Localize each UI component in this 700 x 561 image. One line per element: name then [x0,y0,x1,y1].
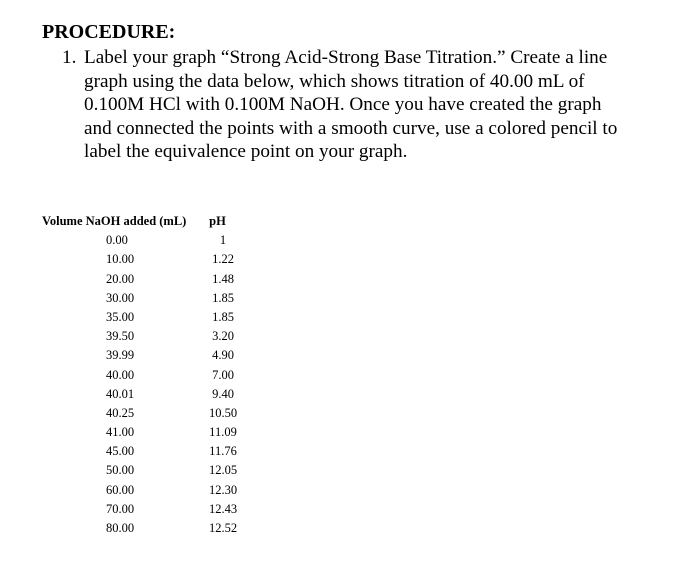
ph-cell: 10.50 [208,405,238,420]
ph-cell: 12.30 [208,482,238,497]
volume-cell: 40.01 [106,386,135,401]
table-body [42,231,238,538]
table-row [42,423,237,442]
table-row [42,519,238,538]
ph-cell: 1.85 [212,309,234,324]
volume-cell: 0.00 [106,233,128,248]
item-text-line: label the equivalence point on your graph. [84,141,408,162]
table-row [42,250,234,269]
ph-cell: 12.05 [208,463,238,478]
volume-cell: 41.00 [106,425,135,440]
ph-cell: 11.76 [209,444,237,459]
volume-cell: 30.00 [106,290,135,305]
ph-cell: 11.09 [209,425,237,440]
volume-cell: 10.00 [106,252,135,267]
volume-cell: 40.00 [106,367,135,382]
table-row [42,385,234,404]
volume-cell: 39.99 [106,348,135,363]
table-row [42,500,238,519]
table-header-row [42,212,226,231]
ph-cell: 1.85 [212,290,234,305]
table-row [42,289,234,308]
volume-cell: 80.00 [106,521,135,535]
table-row [42,442,237,461]
titration-data-table [42,212,238,538]
volume-cell: 20.00 [106,271,135,286]
table-row [42,346,234,365]
ph-cell: 1.22 [212,252,234,267]
table-row [42,404,238,423]
table-row [42,231,226,250]
ph-cell: 9.40 [212,386,234,401]
volume-cell: 40.25 [106,405,135,420]
item-text-line: graph using the data below, which shows titration of 40.00 mL of [84,70,585,92]
table-row [42,308,234,327]
volume-cell: 50.00 [106,463,135,478]
volume-cell: 60.00 [106,482,135,497]
ph-cell: 3.20 [212,329,234,344]
table-row [42,327,234,346]
volume-cell: 35.00 [106,309,135,324]
item-text-line: Label your graph “Strong Acid-Strong Base Titration.” Create a line [84,47,608,68]
ph-cell: 7.00 [212,367,234,382]
ph-cell: 12.43 [208,501,238,516]
column-header-ph: pH [209,214,226,228]
table-row [42,461,238,480]
table-row [42,366,234,385]
volume-cell: 70.00 [106,501,135,516]
table-row [42,481,238,500]
ph-cell: 1.48 [212,271,234,286]
item-text-line: 0.100M HCl with 0.100M NaOH. Once you have created the graph [84,94,602,115]
ph-cell: 1 [219,233,227,248]
ph-cell: 12.52 [208,521,238,535]
item-text [84,46,682,164]
volume-cell: 39.50 [106,329,135,344]
item-text-line: and connected the points with a smooth curve, use a colored pencil to [84,117,618,139]
procedure-heading: PROCEDURE: [42,21,176,43]
item-number: 1. [62,47,77,68]
column-header-volume: Volume NaOH added (mL) [42,214,187,228]
ph-cell: 4.90 [212,348,234,363]
table-row [42,270,234,289]
volume-cell: 45.00 [106,444,135,459]
